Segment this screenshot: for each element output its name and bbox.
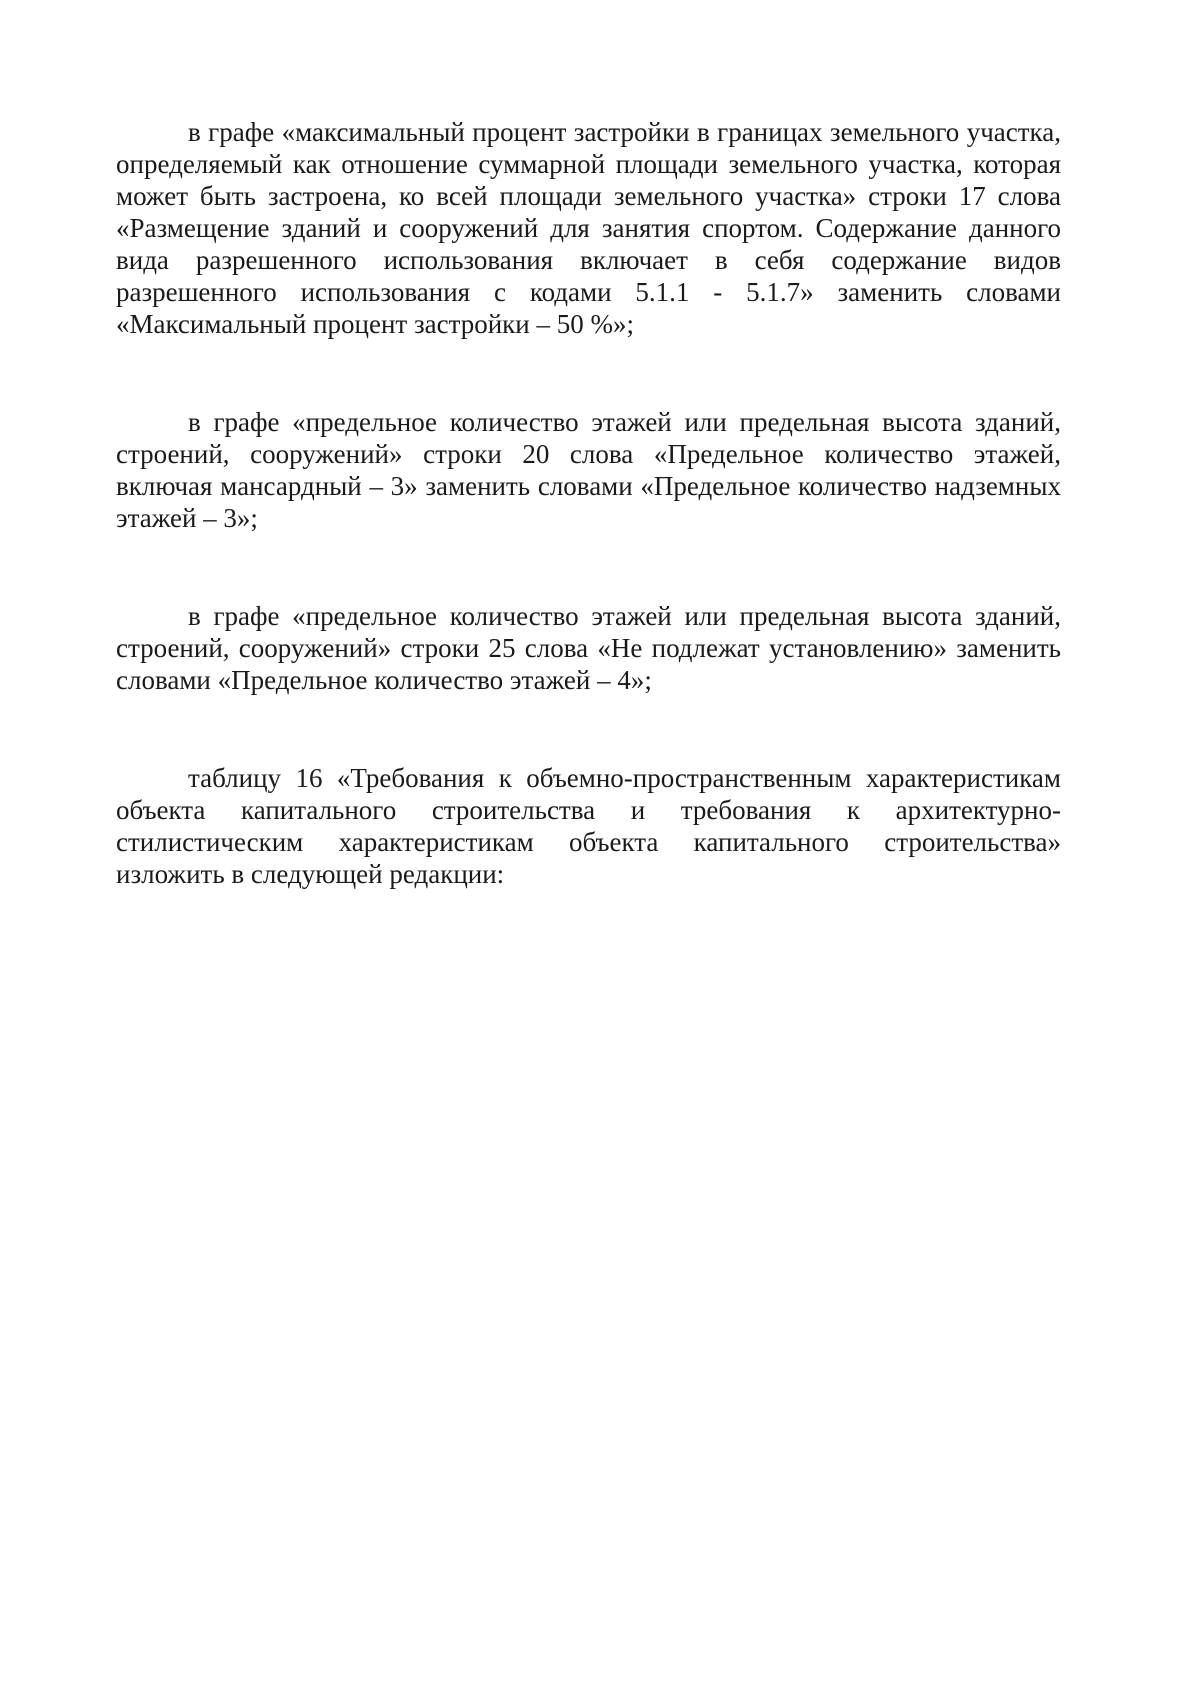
- paragraph-table-16: таблицу 16 «Требования к объемно-пространственным характеристикам объекта капитального строительства и требования к архитектурно-стилистическим характеристикам объекта капитального строительства» изложить в следующей редакции:: [116, 763, 1061, 889]
- document-body: [116, 116, 1061, 890]
- paragraph-row-20-floors: в графе «предельное количество этажей или предельная высота зданий, строений, сооружений» строки 20 слова «Предельное количество этажей, включая мансардный – 3» заменить словами «Предельное количество надземных этажей – 3»;: [116, 407, 1061, 533]
- paragraph-row-17-building-percent: в графе «максимальный процент застройки в границах земельного участка, определяемый как отношение суммарной площади земельного участка, которая может быть застроена, ко всей площади земельного участка» строки 17 слова «Размещение зданий и сооружений для занятия спортом. Содержание данного вида разрешенного использования включает в себя содержание видов разрешенного использования с кодами 5.1.1 - 5.1.7» заменить словами «Максимальный процент застройки – 50 %»;: [116, 117, 1061, 339]
- paragraph-row-25-floors: в графе «предельное количество этажей или предельная высота зданий, строений, сооружений» строки 25 слова «Не подлежат установлению» заменить словами «Предельное количество этажей – 4»;: [116, 601, 1061, 695]
